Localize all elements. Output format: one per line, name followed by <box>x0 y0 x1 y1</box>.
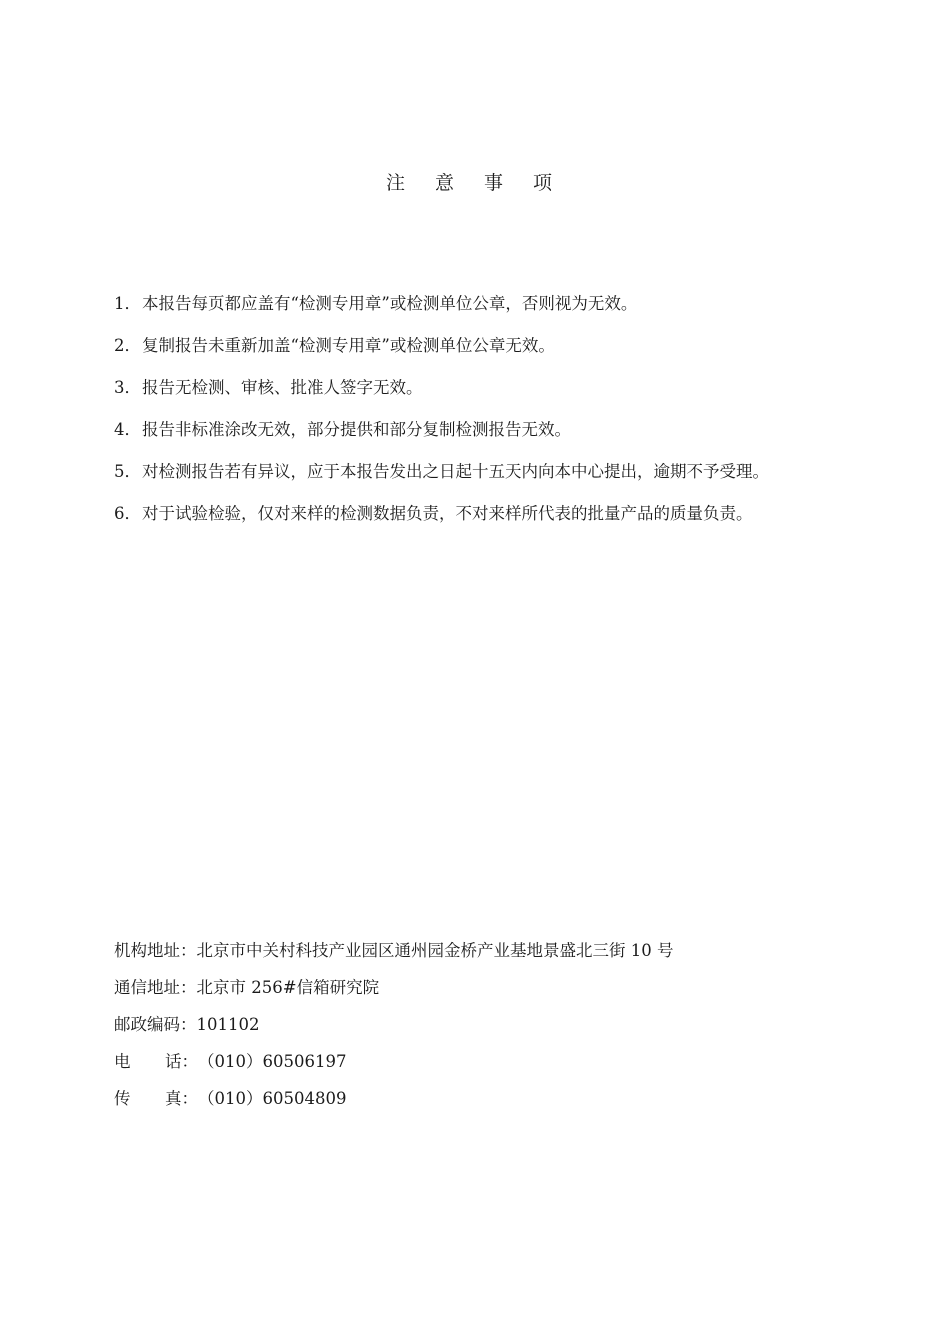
notice-number: 1． <box>114 294 141 313</box>
fax-label <box>114 1084 198 1121</box>
fax-label-second: 真： <box>165 1089 198 1108</box>
mail-address-value: 北京市 256#信箱研究院 <box>196 978 380 997</box>
phone-label-second: 话： <box>165 1052 198 1071</box>
notice-number: 4． <box>114 420 141 439</box>
contact-info <box>114 936 844 1121</box>
page-title: 注 意 事 项 <box>385 172 565 194</box>
notice-number: 6． <box>114 504 141 523</box>
address-label: 机构地址： <box>114 941 197 960</box>
fax-label-first: 传 <box>114 1089 131 1108</box>
notice-number: 3． <box>114 378 141 397</box>
notice-item <box>114 374 844 407</box>
postcode-label: 邮政编码： <box>114 1015 197 1034</box>
notice-text: 本报告每页都应盖有“检测专用章”或检测单位公章，否则视为无效。 <box>142 294 638 313</box>
notice-text: 对于试验检验，仅对来样的检测数据负责，不对来样所代表的批量产品的质量负责。 <box>142 504 753 523</box>
mail-address-line <box>114 973 844 1010</box>
notice-list <box>114 290 844 542</box>
notice-item <box>114 458 844 491</box>
fax-line <box>114 1084 844 1121</box>
notice-number: 2． <box>114 336 141 355</box>
notice-item <box>114 290 844 323</box>
fax-value: （010）60504809 <box>198 1089 347 1108</box>
mail-address-label: 通信地址： <box>114 978 197 997</box>
address-value: 北京市中关村科技产业园区通州园金桥产业基地景盛北三街 10 号 <box>196 941 674 960</box>
phone-value: （010）60506197 <box>198 1052 347 1071</box>
notice-text: 报告无检测、审核、批准人签字无效。 <box>142 378 423 397</box>
notice-number: 5． <box>114 462 141 481</box>
notice-text: 复制报告未重新加盖“检测专用章”或检测单位公章无效。 <box>142 336 555 355</box>
postcode-value: 101102 <box>196 1015 260 1034</box>
notice-text: 对检测报告若有异议，应于本报告发出之日起十五天内向本中心提出，逾期不予受理。 <box>142 462 769 481</box>
phone-label-first: 电 <box>114 1052 131 1071</box>
phone-label <box>114 1047 198 1084</box>
postcode-line <box>114 1010 844 1047</box>
phone-line <box>114 1047 844 1084</box>
notice-item <box>114 332 844 365</box>
notice-text: 报告非标准涂改无效，部分提供和部分复制检测报告无效。 <box>142 420 571 439</box>
notice-item <box>114 416 844 449</box>
notice-item <box>114 500 844 533</box>
address-line <box>114 936 844 973</box>
